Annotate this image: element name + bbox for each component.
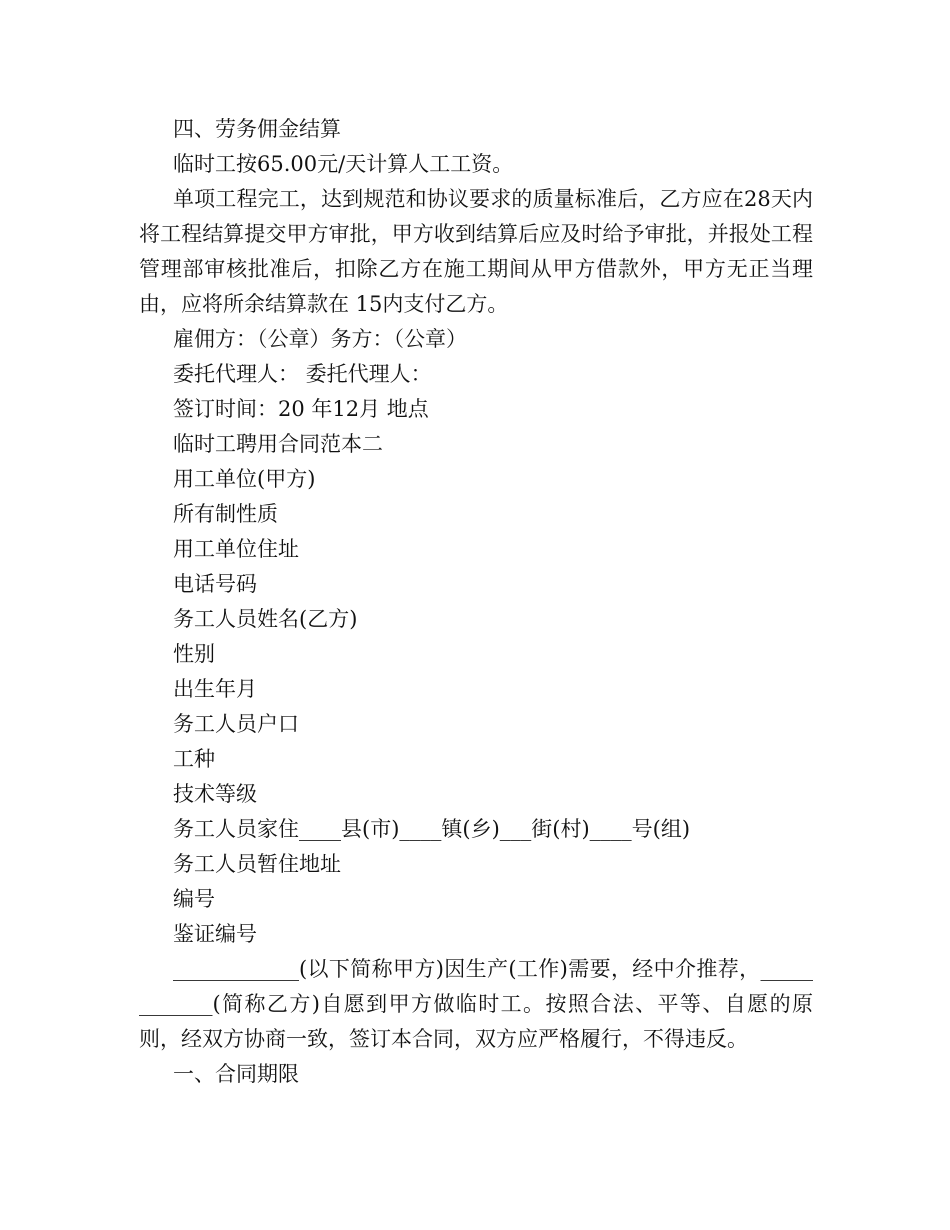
contract-title-sample-two: 临时工聘用合同范本二: [173, 432, 383, 456]
field-birth-date: 出生年月: [173, 677, 257, 701]
paragraph-daily-wage: 临时工按65.00元/天计算人工工资。: [173, 152, 514, 176]
field-ownership-type: 所有制性质: [173, 502, 278, 526]
field-gender: 性别: [173, 642, 215, 666]
field-worker-name: 务工人员姓名(乙方): [173, 607, 358, 631]
field-serial-number: 编号: [173, 887, 215, 911]
field-worker-home-address: 务工人员家住____县(市)____镇(乡)___街(村)____号(组): [173, 817, 691, 841]
field-worker-temporary-address: 务工人员暂住地址: [173, 852, 341, 876]
field-worker-household: 务工人员户口: [173, 712, 299, 736]
paragraph-contract-preamble: ____________(以下简称甲方)因生产(工作)需要，经中介推荐，____________(简称乙方)自愿到甲方做临时工。按照合法、平等、自愿的原则，经双方协商一致，签订本合同，双方应严格履行，不得违反。: [139, 957, 813, 1051]
section-heading-labor-commission: 四、劳务佣金结算: [173, 117, 341, 141]
field-employer-address: 用工单位住址: [173, 537, 299, 561]
section-heading-contract-term: 一、合同期限: [173, 1062, 299, 1086]
paragraph-settlement-terms: 单项工程完工，达到规范和协议要求的质量标准后，乙方应在28天内将工程结算提交甲方审批，甲方收到结算后应及时给予审批，并报处工程管理部审核批准后，扣除乙方在施工期间从甲方借款外，甲方无正当理由，应将所余结算款在 15内支付乙方。: [139, 187, 813, 316]
signature-line-agents: 委托代理人： 委托代理人：: [173, 362, 432, 386]
field-job-type: 工种: [173, 747, 215, 771]
field-phone-number: 电话号码: [173, 572, 257, 596]
document-body: [139, 112, 813, 1092]
signing-date-location: 签订时间：20 年12月 地点: [173, 397, 429, 421]
signature-line-parties: 雇佣方：（公章）务方：（公章）: [173, 327, 467, 351]
field-skill-level: 技术等级: [173, 782, 257, 806]
field-verification-number: 鉴证编号: [173, 922, 257, 946]
field-employer: 用工单位(甲方): [173, 467, 316, 491]
